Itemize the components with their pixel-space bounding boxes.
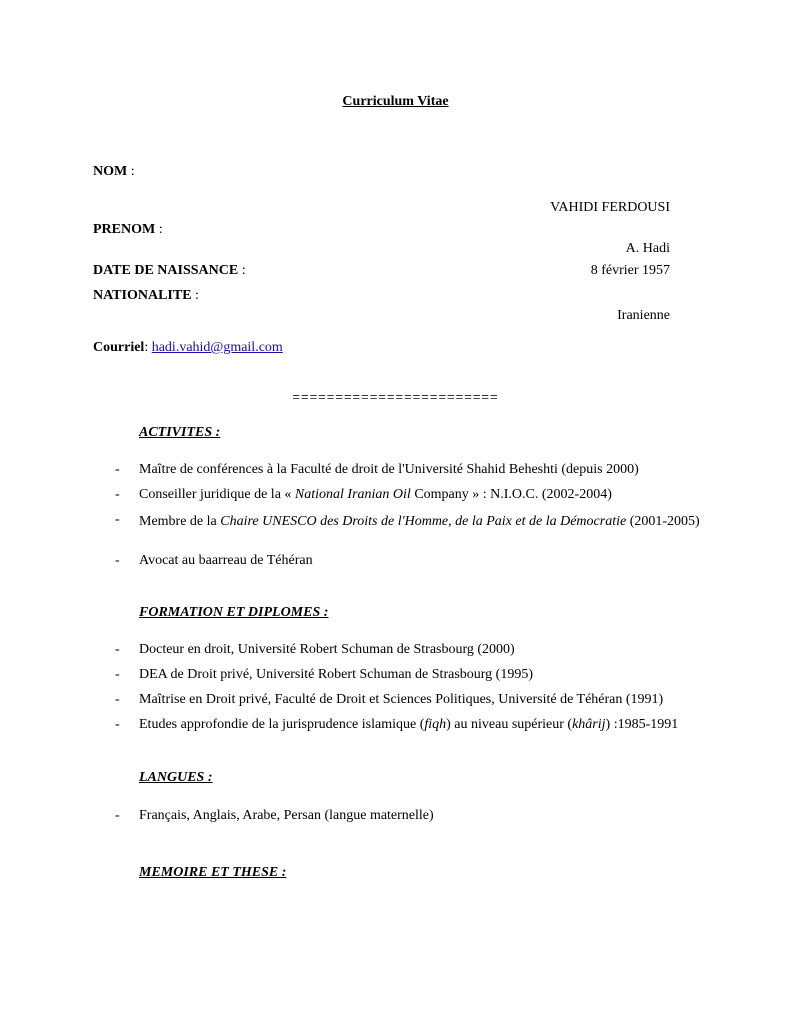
formation-item: DEA de Droit privé, Université Robert Schuman de Strasbourg (1995) <box>139 667 534 682</box>
nationalite-value: Iranienne <box>617 308 670 323</box>
courriel-label: Courriel <box>93 340 145 355</box>
prenom-row <box>93 222 163 238</box>
email-link[interactable]: hadi.vahid@gmail.com <box>151 340 283 355</box>
section-heading-activites: ACTIVITES : <box>139 425 221 440</box>
bullet-dash: - <box>115 808 120 823</box>
activity-item: Maître de conférences à la Faculté de droit de l'Université Shahid Beheshti (depuis 2000) <box>139 462 639 477</box>
langues-item: Français, Anglais, Arabe, Persan (langue maternelle) <box>139 808 434 823</box>
naissance-row <box>93 263 246 279</box>
nom-value: VAHIDI FERDOUSI <box>550 200 670 215</box>
formation-item: Maîtrise en Droit privé, Faculté de Droit et Sciences Politiques, Université de Téhéran (1991) <box>139 692 664 707</box>
nationalite-row <box>93 288 199 304</box>
activity-item: Conseiller juridique de la « National Iranian Oil Company » : N.I.O.C. (2002-2004) <box>139 487 612 502</box>
nom-colon: : <box>127 164 135 179</box>
courriel-row <box>93 340 283 356</box>
separator: ======================== <box>292 389 499 404</box>
nationalite-label: NATIONALITE <box>93 288 192 303</box>
prenom-colon: : <box>155 222 163 237</box>
formation-item: Docteur en droit, Université Robert Schuman de Strasbourg (2000) <box>139 642 515 657</box>
nom-label: NOM <box>93 164 128 179</box>
document-title: Curriculum Vitae <box>342 94 449 109</box>
bullet-dash: - <box>115 553 120 568</box>
section-heading-memoire: MEMOIRE ET THESE : <box>139 865 287 880</box>
section-heading-langues: LANGUES : <box>139 770 213 785</box>
bullet-dash: - <box>115 667 120 682</box>
bullet-dash: - <box>115 512 120 527</box>
prenom-label: PRENOM <box>93 222 156 237</box>
section-heading-formation: FORMATION ET DIPLOMES : <box>139 605 329 620</box>
courriel-colon: : <box>144 340 149 355</box>
bullet-dash: - <box>115 642 120 657</box>
naissance-value: 8 février 1957 <box>590 263 670 278</box>
bullet-dash: - <box>115 462 120 477</box>
nom-row <box>93 164 135 180</box>
nationalite-colon: : <box>191 288 199 303</box>
naissance-colon: : <box>238 263 246 278</box>
bullet-dash: - <box>115 487 120 502</box>
naissance-label: DATE DE NAISSANCE <box>93 263 239 278</box>
bullet-dash: - <box>115 692 120 707</box>
formation-item: Etudes approfondie de la jurisprudence islamique (fiqh) au niveau supérieur (khârij) :1985-1991 <box>139 717 679 732</box>
activity-item: Membre de la Chaire UNESCO des Droits de l'Homme, de la Paix et de la Démocratie (2001-2005) <box>139 514 700 529</box>
prenom-value: A. Hadi <box>625 241 670 256</box>
activity-item: Avocat au baarreau de Téhéran <box>139 553 313 568</box>
bullet-dash: - <box>115 717 120 732</box>
